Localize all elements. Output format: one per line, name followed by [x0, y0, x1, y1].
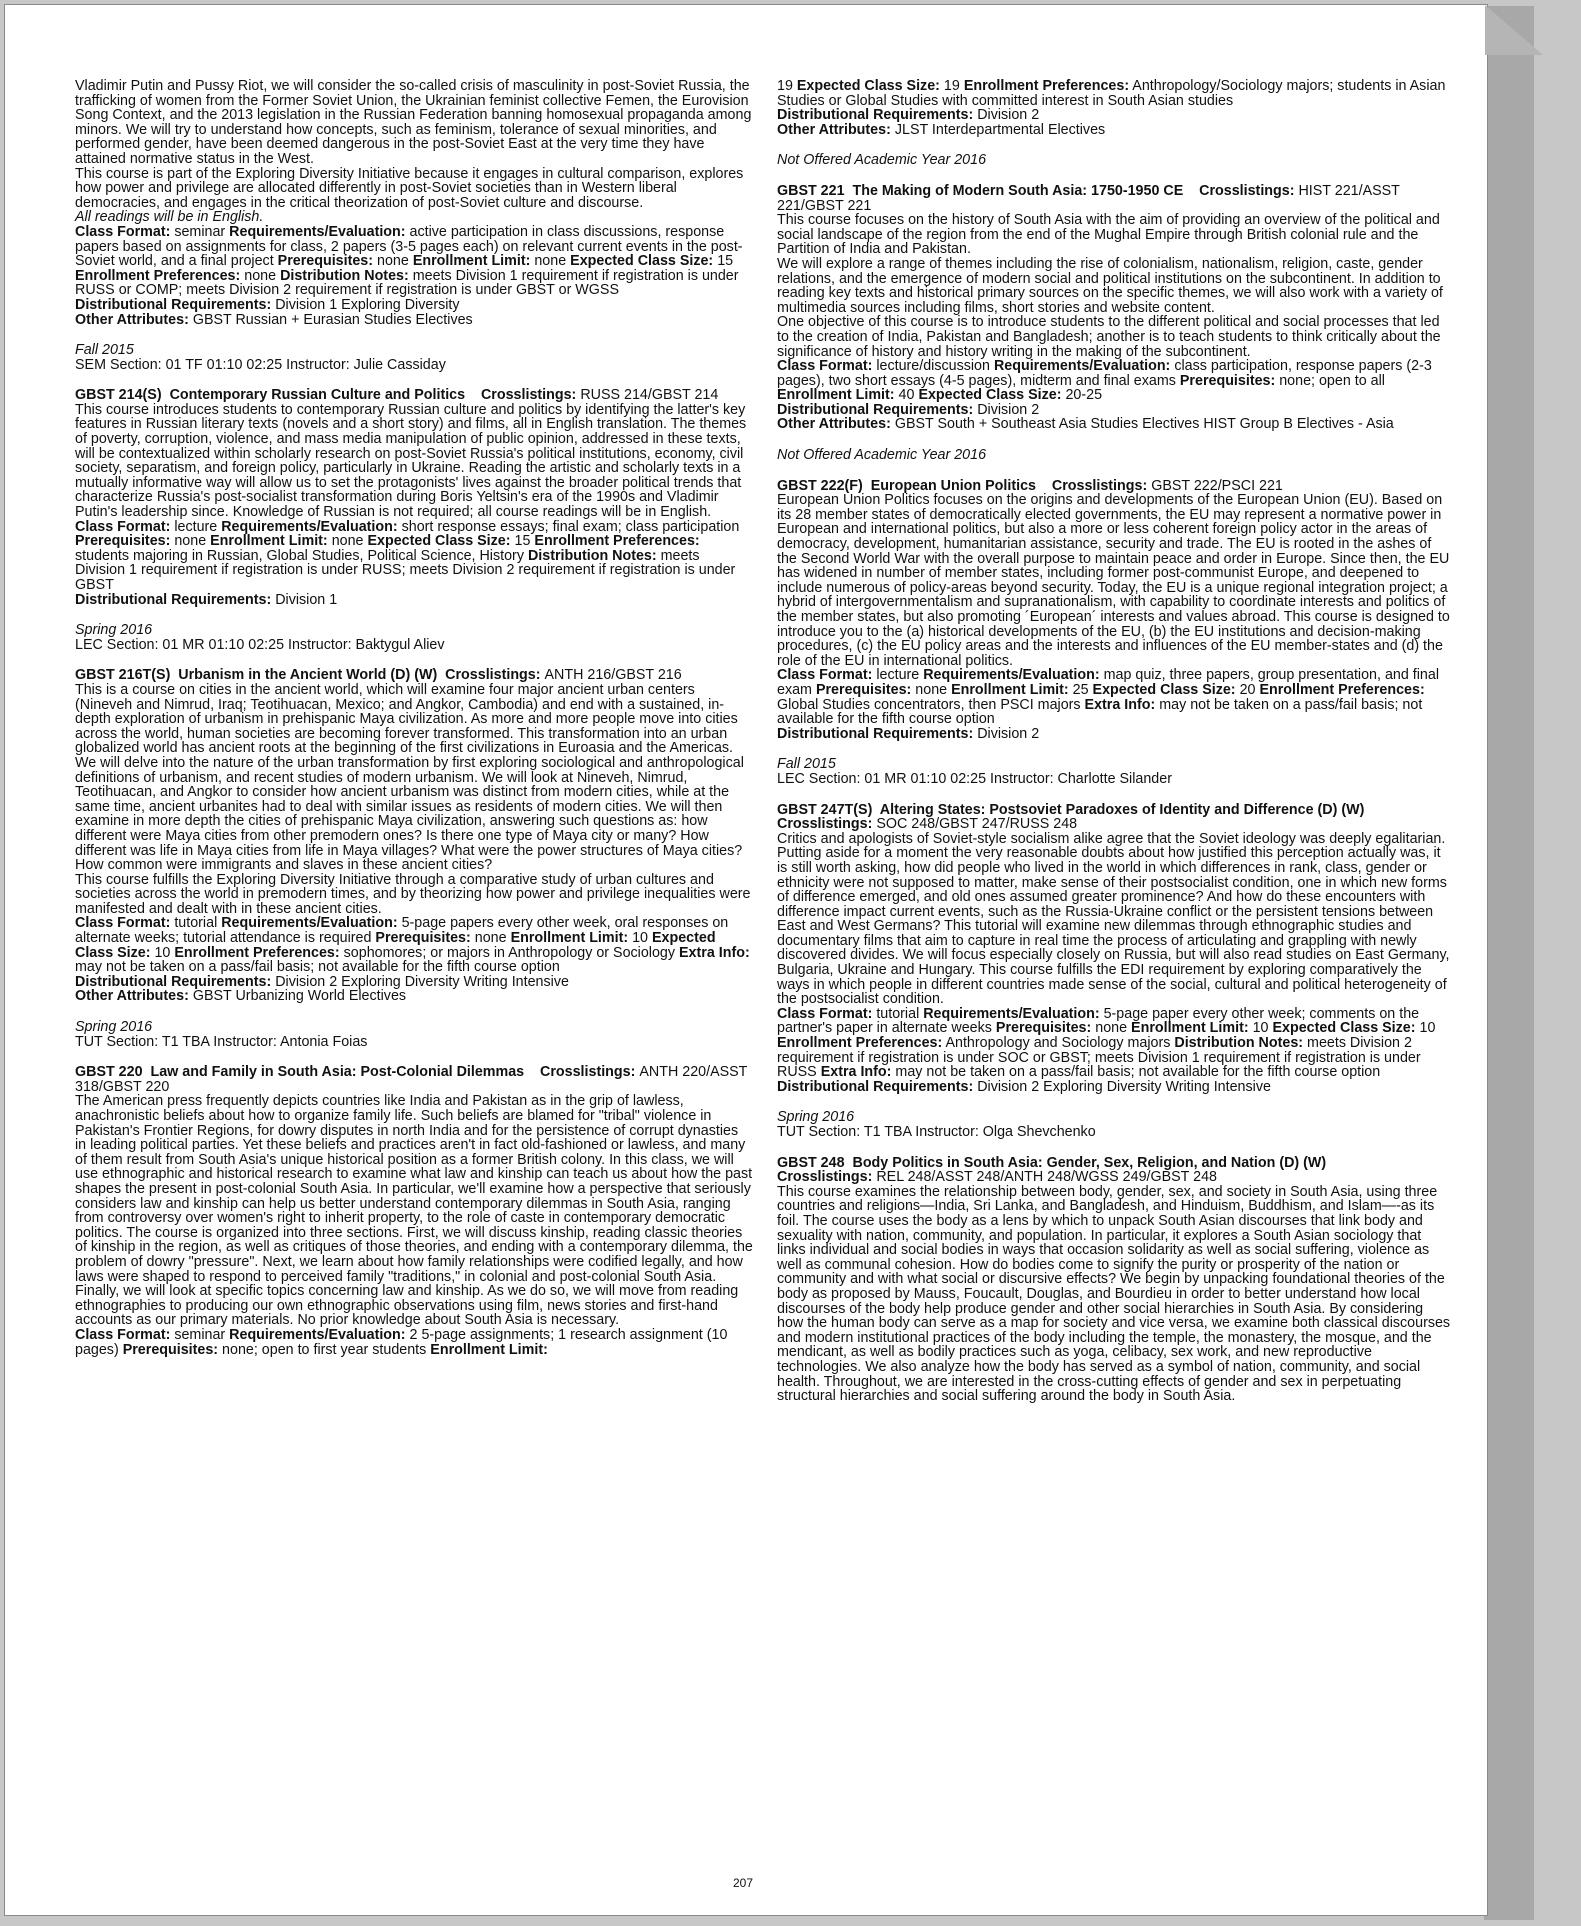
left-column: [75, 79, 753, 1357]
term: Not Offered Academic Year 2016: [777, 152, 987, 169]
course-heading: GBST 214(S) Contemporary Russian Culture and Politics Crosslistings: RUSS 214/GBST 214: [75, 387, 719, 404]
other-attributes: Other Attributes: GBST South + Southeast Asia Studies Electives HIST Group B Electives - Asia: [777, 416, 1394, 433]
course-heading: GBST 222(F) European Union Politics Crosslistings: GBST 222/PSCI 221: [777, 477, 1283, 494]
course-details: Class Format: lecture/discussion Requirements/Evaluation: class participation, response papers (2-3 pages), two short essays (4-5 pages), midterm and final exams Prerequisites: none; open to all Enrollment Limit: 40 Expected Class Size: 20-25: [777, 358, 1432, 404]
course-heading: GBST 216T(S) Urbanism in the Ancient World (D) (W) Crosslistings: ANTH 216/GBST 216: [75, 667, 682, 684]
course-details: Class Format: tutorial Requirements/Evaluation: 5-page paper every other week; comments on the partner's paper in alternate weeks Prerequisites: none Enrollment Limit: 10 Expected Class Size: 10 Enrollment Preferences: Anthropology and Sociology majors Distribution Notes: meets Division 2 requirement if registration is under SOC or GBST; meets Division 1 requirement if registration is under RUSS Extra Info: may not be taken on a pass/fail basis; not available for the fifth course option: [777, 1005, 1436, 1081]
course-description: We will explore a range of themes including the rise of colonialism, nationalism, religion, caste, gender relations, and the emergence of modern social and political institutions on the subcontinent. In addition to reading key texts and historical primary sources on the specific themes, we will also work with a variety of multimedia sources including films, short stories and website content.: [777, 255, 1443, 316]
term: Spring 2016: [75, 1019, 153, 1036]
course-details: Class Format: seminar Requirements/Evaluation: 2 5-page assignments; 1 research assignment (10 pages) Prerequisites: none; open to first year students Enrollment Limit:: [75, 1326, 728, 1358]
term: Not Offered Academic Year 2016: [777, 447, 987, 464]
page-curl: [1485, 5, 1543, 55]
term: Spring 2016: [777, 1109, 855, 1126]
course-details: Class Format: tutorial Requirements/Evaluation: 5-page papers every other week, oral responses on alternate weeks; tutorial attendance is required Prerequisites: none Enrollment Limit: 10 Expected Class Size: 10 Enrollment Preferences: sophomores; or majors in Anthropology or Sociology Extra Info: may not be taken on a pass/fail basis; not available for the fifth course option: [75, 915, 750, 976]
distributional-requirements: Distributional Requirements: Division 2 Exploring Diversity Writing Intensive: [777, 1078, 1271, 1095]
section-info: SEM Section: 01 TF 01:10 02:25 Instructor: Julie Cassiday: [75, 356, 446, 373]
distributional-requirements: Distributional Requirements: Division 2: [777, 725, 1040, 742]
term: Spring 2016: [75, 622, 153, 639]
section-info: LEC Section: 01 MR 01:10 02:25 Instructor: Baktygul Aliev: [75, 636, 445, 653]
course-description: European Union Politics focuses on the origins and developments of the European Union (EU). Based on its 28 member states of democratically elected governments, the EU may represent a normative power in European and international politics, but also a more or less coherent foreign policy actor in the areas of democracy, development, humanitarian assistance, security and trade. The EU is rooted in the ashes of the Second World War with the overall purpose to maintain peace and order in Europe. Since then, the EU has widened in number of member states, including former post-communist Europe, and deepened to include numerous of policy-areas beyond security. Today, the EU is a unique regional integration project; a hybrid of intergovernmentalism and supranationalism, with capability to coordinate interests and politics of the member states, but also promoting ´European´ interests and values abroad. This course is designed to introduce you to the (a) historical developments of the EU, (b) the EU institutions and decision-making procedures, (c) the EU policy areas and the interests and influences of the EU member-states and (d) the role of the EU in international politics.: [777, 492, 1450, 669]
course-heading: GBST 220 Law and Family in South Asia: Post-Colonial Dilemmas Crosslistings: ANTH 220/ASST 318/GBST 220: [75, 1064, 748, 1095]
course-description: This course introduces students to contemporary Russian culture and politics by identifying the latter's key features in Russian literary texts (novels and a short story) and films, all in English translation. The themes of poverty, corruption, violence, and mass media manipulation of public opinion, addressed in these texts, will be contextualized within scholarly research on post-Soviet Russia's political institutions, economy, civil society, separatism, and foreign policy, particularly in Ukraine. Reading the artistic and scholarly texts in a mutually informative way will allow us to set the protagonists' lives against the broader political trends that characterize Russia's post-socialist transformation during Boris Yeltsin's era of the 1990s and Vladimir Putin's leadership since. Knowledge of Russian is not required; all course readings will be in English.: [75, 401, 747, 521]
page-number: 207: [733, 1876, 754, 1890]
course-heading: GBST 247T(S) Altering States: Postsoviet Paradoxes of Identity and Difference (D) (W) Crosslistings: SOC 248/GBST 247/RUSS 248: [777, 801, 1365, 833]
course-description: This is a course on cities in the ancient world, which will examine four major ancient urban centers (Nineveh and Nimrud, Iraq; Teotihuacan, Mexico; and Angkor, Cambodia) and end with a sustained, in-depth exploration of urbanism in prehispanic Maya civilization. As more and more people move into cities across the world, human societies are becoming forever transformed. This transformation into an urban globalized world has ancient roots at the beginning of the first civilizations in Euroasia and the Americas. We will delve into the nature of the urban transformation by first exploring sociological and anthropological definitions of urbanism, and recent studies of modern urbanism. We will look at Nineveh, Nimrud, Teotihuacan, and Angkor to consider how ancient urbanism was distinct from modern cities, while at the same time, ancient urbanites had to deal with similar issues as residents of modern cities. We will then examine in more depth the cities of prehispanic Maya civilization, answering such questions as: how different were Maya cities from other premodern ones? Is there one type of Maya city or many? How different was life in Maya cities from life in Maya villages? What were the power structures of Maya cities? How common were immigrants and slaves in these ancient cities?: [75, 681, 744, 874]
other-attributes: Other Attributes: JLST Interdepartmental Electives: [777, 121, 1106, 138]
other-attributes: Other Attributes: GBST Urbanizing World Electives: [75, 988, 407, 1005]
course-description: The American press frequently depicts countries like India and Pakistan as in the grip of lawless, anachronistic beliefs about how to organize family life. Such beliefs are blamed for "tribal" violence in Pakistan's Frontier Regions, for dowry disputes in north India and for the persistence of corrupt dynasties in leading political parties. Yet these beliefs and practices aren't in fact old-fashioned or lawless, and many of them result from South Asia's unique historical position as a former British colony. In this class, we will use ethnographic and historical research to examine what law and kinship can teach us about how the past shapes the present in post-colonial South Asia. In particular, we'll examine how a perspective that seriously considers law and kinship can help us better understand contemporary dilemmas in South Asia, ranging from controversy over women's right to inherit property, to the role of caste in contemporary democratic politics. The course is organized into three sections. First, we will discuss kinship, reading classic theories of kinship in the region, as well as critiques of those theories, and ending with a contemporary dilemma, the problem of dowry "pressure". Next, we learn about how family relationships were codified legally, and how laws were shaped to respond to perceived family "traditions," in colonial and post-colonial South Asia. Finally, we will look at specific topics concerning law and kinship. As we do so, we will move from reading ethnographies to producing our own ethnographic observations using film, news stories and first-hand accounts as our primary materials. No prior knowledge about South Asia is necessary.: [75, 1093, 753, 1329]
section-info: TUT Section: T1 TBA Instructor: Antonia Foias: [75, 1033, 368, 1050]
page-shadow: [1484, 6, 1534, 1920]
section-info: LEC Section: 01 MR 01:10 02:25 Instructor: Charlotte Silander: [777, 770, 1172, 787]
distributional-requirements: Distributional Requirements: Division 2: [777, 107, 1040, 124]
course-details: 19 Expected Class Size: 19 Enrollment Preferences: Anthropology/Sociology majors; students in Asian Studies or Global Studies with committed interest in South Asian studies: [777, 78, 1446, 109]
course-description: This course is part of the Exploring Diversity Initiative because it engages in cultural comparison, explores how power and privilege are allocated differently in post-Soviet societies than in Western liberal democracies, and engages in the critical theorization of post-Soviet culture and discourse.: [75, 165, 744, 211]
term: Fall 2015: [777, 756, 836, 773]
course-description: Critics and apologists of Soviet-style socialism alike agree that the Soviet ideology was deeply egalitarian. Putting aside for a moment the very reasonable doubts about how justified this perception actually was, it is still worth asking, how did people who lived in the world in which differences in rank, class, gender or ethnicity were not supposed to matter, make sense of their postsocialist condition, one in which new forms of difference emerged, and old ones assumed greater prominence? And how do these encounters with difference impact current events, such as the Russia-Ukraine conflict or the persistent tensions between East and West Germans? This tutorial will examine new dilemmas through ethnographic studies and documentary films that aim to capture in real time the process of articulating and grappling with newly discovered divides. We will focus especially closely on Russia, but will also read studies on East Germany, Bulgaria, Ukraine and Hungary. This course fulfills the EDI requirement by exploring comparatively the ways in which people in different countries made sense of the social, cultural and political heterogeneity of the postsocialist condition.: [777, 830, 1450, 1008]
course-heading: GBST 221 The Making of Modern South Asia: 1750-1950 CE Crosslistings: HIST 221/ASST 221/GBST 221: [777, 182, 1400, 214]
distributional-requirements: Distributional Requirements: Division 2: [777, 401, 1040, 418]
course-heading: GBST 248 Body Politics in South Asia: Gender, Sex, Religion, and Nation (D) (W) Crosslistings: REL 248/ASST 248/ANTH 248/WGSS 249/GBST 248: [777, 1154, 1327, 1186]
distributional-requirements: Distributional Requirements: Division 1: [75, 591, 338, 608]
other-attributes: Other Attributes: GBST Russian + Eurasian Studies Electives: [75, 311, 473, 328]
distributional-requirements: Distributional Requirements: Division 2 Exploring Diversity Writing Intensive: [75, 973, 569, 990]
course-description: One objective of this course is to introduce students to the different political and social processes that led to the creation of India, Pakistan and Bangladesh; another is to teach students to think critically about the significance of history and history writing in the making of the subcontinent.: [777, 314, 1441, 360]
course-description: This course fulfills the Exploring Diversity Initiative through a comparative study of urban cultures and societies across the world in premodern times, and by theorizing how power and privilege inequalities were manifested and dealt with in these ancient cities.: [75, 871, 751, 917]
right-column: [777, 79, 1453, 1404]
course-details: Class Format: lecture Requirements/Evaluation: map quiz, three papers, group presentation, and final exam Prerequisites: none Enrollment Limit: 25 Expected Class Size: 20 Enrollment Preferences: Global Studies concentrators, then PSCI majors Extra Info: may not be taken on a pass/fail basis; not available for the fifth course option: [777, 667, 1439, 728]
distributional-requirements: Distributional Requirements: Division 1 Exploring Diversity: [75, 296, 460, 313]
document-page: [4, 4, 1488, 1916]
term: Fall 2015: [75, 342, 134, 359]
course-note: All readings will be in English.: [75, 209, 264, 226]
course-description: This course examines the relationship between body, gender, sex, and society in South Asia, using three countries and religions—India, Sri Lanka, and Bangladesh, and Hinduism, Buddhism, and Islam—-as its foil. The course uses the body as a lens by which to unpack South Asian discourses that link body and sexuality with nation, community, and population. In particular, it explores a South Asian sociology that links individual and social bodies in ways that occasion solidarity as well as social suffering, violence as well as communal cohesion. How do bodies come to signify the purity or prosperity of the nation or community and with what social or discursive effects? We begin by unpacking foundational theories of the body as proposed by Mauss, Foucault, Douglas, and Bourdieu in order to better understand how local discourses of the body help produce gender and other social hierarchies in South Asia. By considering how the human body can serve as a map for society and vice versa, we examine both classical discourses and modern institutional practices of the body including the temple, the monastery, the mosque, and the mendicant, as well as bodily practices such as yoga, celibacy, sex work, and new reproductive technologies. We also analyze how the body has served as a symbol of nation, community, and social health. Throughout, we are interested in the cross-cutting effects of gender and sex in perpetuating structural hierarchies and social suffering around the body in South Asia.: [777, 1183, 1451, 1405]
course-details: Class Format: seminar Requirements/Evaluation: active participation in class discussions, response papers based on assignments for class, 2 papers (3-5 pages each) on relevant current events in the post-Soviet world, and a final project Prerequisites: none Enrollment Limit: none Expected Class Size: 15 Enrollment Preferences: none Distribution Notes: meets Division 1 requirement if registration is under RUSS or COMP; meets Division 2 requirement if registration is under GBST or WGSS: [75, 223, 743, 299]
course-description: Vladimir Putin and Pussy Riot, we will consider the so-called crisis of masculinity in post-Soviet Russia, the trafficking of women from the Former Soviet Union, the Ukrainian feminist collective Femen, the Eurovision Song Context, and the 2013 legislation in the Russian Federation banning homosexual propaganda among minors. We will try to understand how concepts, such as feminism, tolerance of sexual minorities, and performed gender, have been deemed dangerous in the post-Soviet East at the very time they have attained normative status in the West.: [75, 78, 752, 167]
course-description: This course focuses on the history of South Asia with the aim of providing an overview of the political and social landscape of the region from the end of the Mughal Empire through British colonial rule and the Partition of India and Pakistan.: [777, 212, 1440, 258]
section-info: TUT Section: T1 TBA Instructor: Olga Shevchenko: [777, 1124, 1096, 1140]
course-details: Class Format: lecture Requirements/Evaluation: short response essays; final exam; class participation Prerequisites: none Enrollment Limit: none Expected Class Size: 15 Enrollment Preferences: students majoring in Russian, Global Studies, Political Science, History Distribution Notes: meets Division 1 requirement if registration is under RUSS; meets Division 2 requirement if registration is under GBST: [75, 518, 740, 593]
